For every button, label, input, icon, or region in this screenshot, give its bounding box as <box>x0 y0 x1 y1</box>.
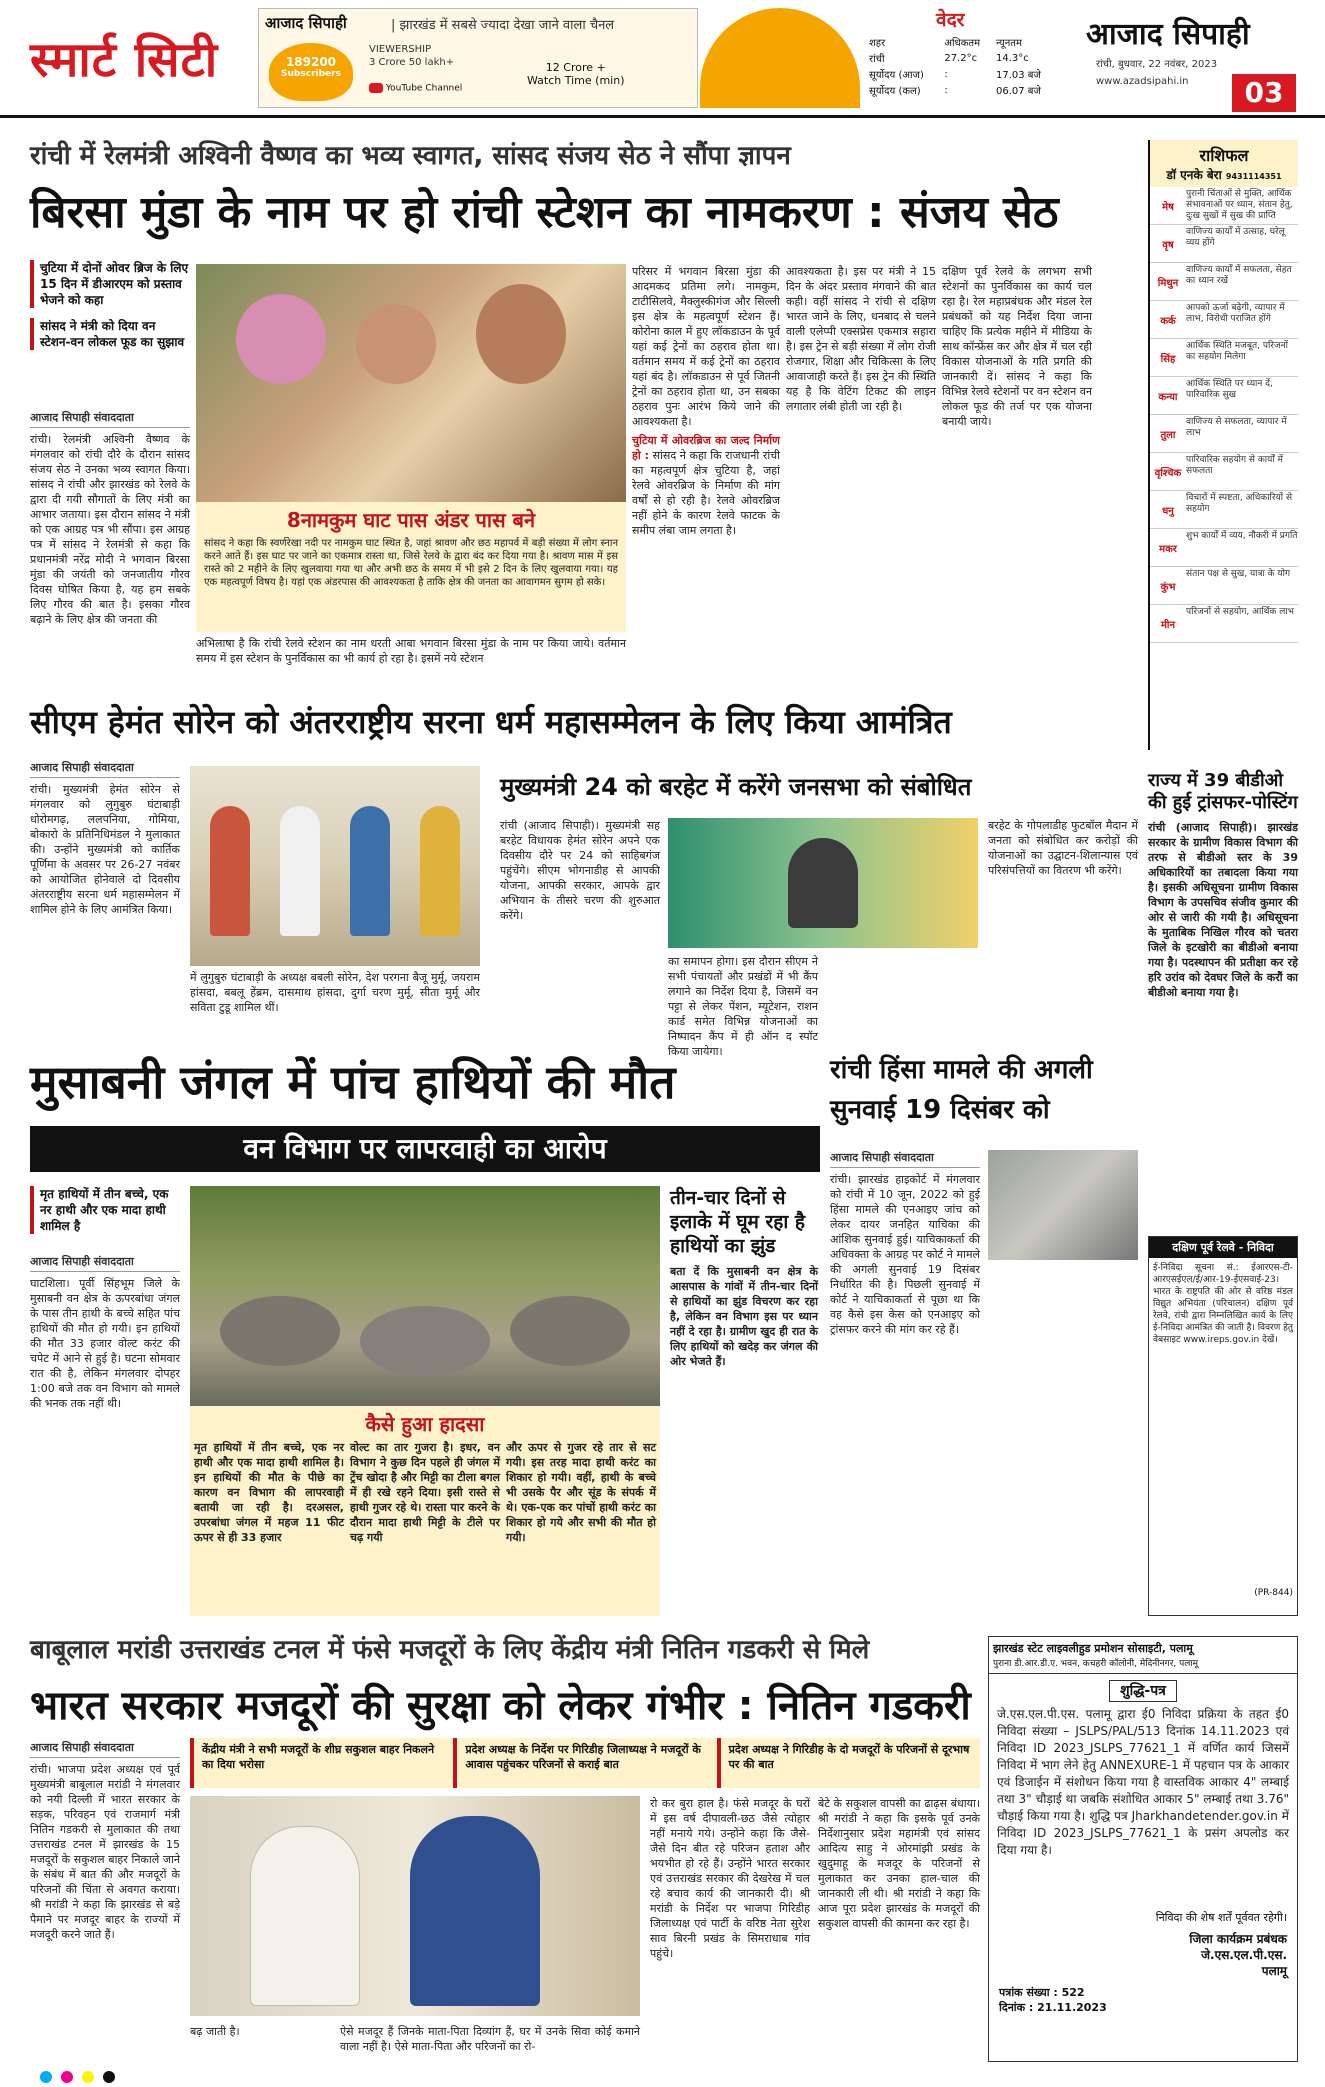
rashi-name: कन्या <box>1158 391 1178 403</box>
person-figure-icon <box>350 806 390 936</box>
promo-tagline: | झारखंड में सबसे ज्यादा देखा जाने वाला चैनल <box>391 18 615 33</box>
rashi-text: वाणिज्य कार्यों में उत्साह, घरेलू व्यय होंगे <box>1186 226 1285 248</box>
subscriber-label: Subscribers <box>281 69 341 79</box>
story2-kicker: सीएम हेमंत सोरेन को अंतरराष्ट्रीय सरना धर्म महासम्मेलन के लिए किया आमंत्रित <box>30 703 952 741</box>
person-figure-icon <box>356 304 436 384</box>
rashi-name: वृश्चिक <box>1154 467 1182 479</box>
magenta-dot-icon <box>61 2071 73 2083</box>
story1-column-4 <box>632 264 780 678</box>
story2-column-4: का समापन होगा। इस दौरान सीएम ने सभी पंचायतों और प्रखंडों में भी कैंप लगाने का निर्देश दिया है, जिसमें वन पट्टा से लेकर पेंशन, म्यूटेशन, राशन कार्ड समेत विभिन्न योजनाओं का निष्पादन कैंप में ही ऑन द स्पॉट किया जायेगा। <box>668 955 818 1058</box>
story2-column-3: रांची (आजाद सिपाही)। मुख्यमंत्री सह बरहेट विधायक हेमंत सोरेन अपने एक दिवसीय दौरे पर 24 को साहिबगंज पहुंचेंगे। सीएम भोगनाडीह से आपकी योजना, आपकी सरकार, आपके द्वार अभियान के तीसरे चरण की शुरुआत करेंगे। <box>500 819 660 922</box>
rashi-row <box>1150 605 1298 643</box>
rashifal-header <box>1150 140 1298 187</box>
weather-cell: : <box>944 68 948 80</box>
registration-marks <box>40 2068 119 2087</box>
signature-line: जे.एस.एल.पी.एस. <box>1201 1948 1287 1962</box>
point-item: प्रदेश अध्यक्ष के निर्देश पर गिरिडीह जिलाध्यक्ष ने मजदूरों के आवास पहुंचकर परिजनों से कराई बात <box>453 1738 716 1788</box>
side-body: बता दें कि मुसाबनी वन क्षेत्र के आसपास के गांवों में तीन-चार दिनों से हाथियों का झुंड विचरण कर रहा है, लेकिन वन विभाग इस पर ध्यान नहीं दे रहा है। ग्रामीण खुद ही रात के लिए हाथियों को खदेड़ कर जंगल की ओर भेजते हैं। <box>670 1265 818 1368</box>
watch-time-text: 12 Crore + Watch Time (min) <box>527 61 625 87</box>
weather-header: अधिकतम <box>944 38 981 49</box>
rashifal-box <box>1148 140 1298 750</box>
rashi-row <box>1150 453 1298 491</box>
notice-org: झारखंड स्टेट लाइवलीहुड प्रमोशन सोसाइटी, पलामू <box>993 1642 1193 1655</box>
rashi-name: कुंभ <box>1160 581 1176 593</box>
byline: आजाद सिपाही संवाददाता <box>30 410 190 428</box>
subscriber-badge <box>269 43 353 101</box>
bullet-point: चुटिया में दोनों ओवर ब्रिज के लिए 15 दिन में डीआरएम को प्रस्ताव भेजने को कहा <box>30 260 190 308</box>
story3-elephants-photo <box>190 1186 660 1406</box>
story2-cm-photo <box>668 818 978 948</box>
rashi-name: मीन <box>1160 619 1176 631</box>
story5-photo <box>190 1796 640 2016</box>
rashi-row <box>1150 491 1298 529</box>
masthead <box>0 0 1325 118</box>
subscriber-count: 189200 <box>285 55 337 69</box>
caption-text: सांसद ने कहा कि स्वर्णरेखा नदी पर नामकुम घाट स्थित है, जहां श्रावण और छठ महापर्व में बड़ी संख्या में लोग स्नान करने आते हैं। इस घाट पर जाने का एकमात्र रास्ता था, जिसे रेलवे के द्वारा बंद कर दिया गया है। श्रावण मास में इस रास्ते को 2 महीने के लिए खुलवाया गया था और अभी छठ के समय में भी इसे 2 दिन के लिए खुलवाया गया। यह एक महत्वपूर्ण विषय है। यहां एक अंडरपास की आवश्यकता है ताकि क्षेत्र की जनता का आवागमन सुगम हो सके। <box>204 538 618 588</box>
weather-cell: 27.2°c <box>944 52 978 64</box>
story3-headline: मुसाबनी जंगल में पांच हाथियों की मौत <box>30 1055 676 1109</box>
weather-box <box>866 6 1056 110</box>
body-text: रांची। भाजपा प्रदेश अध्यक्ष एवं पूर्व मुख्यमंत्री बाबूलाल मरांडी ने मंगलवार को नयी दिल्ली में भारत सरकार के सड़क, परिवहन एवं राजमार्ग मंत्री नितिन गडकरी से मुलाकात की तथा उत्तराखंड टनल में झारखंड के 15 मजदूरों के सकुशल बाहर निकाले जाने के संबंध में बात की और मजदूरों के परिजनों की चिंता से अवगत कराया। श्री मरांडी ने कहा कि झारखंड से बड़े पैमाने पर मजदूर बाहर के राज्यों में मजदूरी करने जाते हैं। <box>30 1763 180 1941</box>
story2-photo <box>190 766 480 966</box>
author-phone: 9431114351 <box>1225 172 1282 181</box>
tender-body: ई-निविदा सूचना सं.: ईआरएस-टी-आरएसईएल/ई/आर-19-ईएसवाई-23। भारत के राष्ट्रपति की ओर से वरिष्ठ मंडल विद्युत अभियंता (परिचालन) दक्षिण पूर्व रेलवे, रांची द्वारा निम्नलिखित कार्य के लिए ई-निविदा आमंत्रित की जाती है। विवरण हेतु वेबसाइट www.ireps.gov.in देखें। <box>1153 1263 1293 1345</box>
person-figure-icon <box>280 806 320 936</box>
notice-body: जे.एस.एल.पी.एस. पलामू द्वारा ई0 निविदा प्रक्रिया के तहत ई0 निविदा संख्या – JSLPS/PAL/513 दिनांक 14.11.2023 एवं निविदा ID 2023_JSLPS_77621_1 में वर्णित कार्य जिसमें निविदा में भाग लेने हेतु ANNEXURE-1 में पहचान पत्र के आकार एवं डिजाईन में संशोधन किया गया है वास्तविक आकार 4" लम्बाई तथा 3" चौड़ाई था जबकि संशोधित आकार 5" लम्बाई तथा 3.76" चौड़ाई किया गया है। शुद्धि पत्र Jharkhandetender.gov.in में निविदा ID 2023_JSLPS_77621_1 के प्रसंग अपलोड कर दिया गया है। <box>997 1707 1289 1857</box>
weather-cell: 17.03 बजे <box>995 70 1041 81</box>
rashi-name: मकर <box>1159 543 1177 555</box>
correction-notice <box>988 1636 1298 2062</box>
ref-number: पत्रांक संख्या : 522 <box>999 1986 1085 1999</box>
story5-column-5: बेटे के सकुशल वापसी का ढाढ़स बंधाया। श्री मरांडी ने कहा कि इसके पूर्व उनके निर्देशानुसार प्रदेश महामंत्री एवं सांसद आदित्य साहु ने ओरमांझी प्रखंड के खुदुमाहू के मजदूर के परिजनों से मुलाकात कर उनका हाल-चाल की जानकारी ली थी। श्री मरांडी ने कहा कि आज पूरा प्रदेश झारखंड के मजदूरों की सकुशल वापसी की कामना कर रहा है। <box>818 1797 980 1930</box>
rashi-row <box>1150 567 1298 605</box>
story3-banner: वन विभाग पर लापरवाही का आरोप <box>30 1126 820 1172</box>
rashi-text: पुरानी चिंताओं से मुक्ति, आर्थिक संभावनाओं पर ध्यान, संतान हेतु, दुःख सुखों में सुख की प्राप्ति <box>1186 188 1293 221</box>
story5-column-4: रो कर बुरा हाल है। फंसे मजदूर के घरों में इस वर्ष दीपावली-छठ जैसे त्योहार नहीं मनाये गये। उन्होंने कहा कि जैसे-जैसे दिन बीत रहे परिजन हताश और भयभीत हो रहे हैं। उन्होंने भारत सरकार एवं उत्तराखंड सरकार की देखरेख में चल रहे बचाव कार्य की जानकारी दी। श्री मरांडी के निर्देश पर भाजपा गिरिडीह जिलाध्यक्ष एवं पार्टी के वरिष्ठ नेता सुरेश साव बिरनी प्रखंड के सिमराधाब गांव पहुंचे। <box>650 1797 810 1960</box>
rashi-name: सिंह <box>1160 353 1176 365</box>
signature-line: पलामू <box>1261 1964 1287 1978</box>
story1-headline: बिरसा मुंडा के नाम पर हो रांची स्टेशन का नामकरण : संजय सेठ <box>30 187 1059 238</box>
byline: आजाद सिपाही संवाददाता <box>830 1150 980 1168</box>
story2-column-1 <box>30 760 180 1018</box>
edition-date: रांची, बुधवार, 22 नवंबर, 2023 <box>1096 59 1218 70</box>
notice-signature <box>989 1931 1297 1979</box>
weather-table <box>866 34 1056 98</box>
rashi-text: आपको ऊर्जा बढ़ेगी, व्यापार में लाभ, विरोधी पराजित होंगे <box>1186 302 1285 324</box>
youtube-text: YouTube Channel <box>385 83 463 94</box>
person-figure-icon <box>788 838 858 928</box>
body-text: घाटशिला। पूर्वी सिंहभूम जिले के मुसाबनी वन क्षेत्र के ऊपरबांधा जंगल के पास तीन हाथी के बच्चे सहित पांच हाथियों की मौत हो गयी। इन हाथियों की मौत 33 हजार वोल्ट करंट की चपेट में आने से हुई है। घटना सोमवार रात की है, लेकिन मंगलवार दोपहर 1:00 बजे तक वन विभाग को मामले की भनक तक नहीं थी। <box>30 1277 180 1410</box>
newspaper-name: आजाद सिपाही <box>1086 17 1250 52</box>
rashi-row <box>1150 187 1298 225</box>
story4-column-1 <box>830 1150 980 1616</box>
story5-points <box>190 1738 980 1788</box>
weather-cell: रांची <box>869 54 885 65</box>
promo-title: आजाद सिपाही <box>265 14 347 32</box>
rashi-text: आर्थिक स्थिति मजबूत, परिजनों का सहयोग मिलेगा <box>1186 340 1288 362</box>
rashi-text: आर्थिक स्थिति पर ध्यान दें, पारिवारिक सुख <box>1186 378 1273 400</box>
rashi-text: वाणिज्य से सफलता, व्यापार में लाभ <box>1186 416 1287 438</box>
person-figure-icon <box>250 1826 360 2006</box>
story1-photo-caption <box>196 502 626 632</box>
point-item: केंद्रीय मंत्री ने सभी मजदूरों के शीघ्र सकुशल बाहर निकलने का दिया भरोसा <box>190 1738 453 1788</box>
notice-title-wrap <box>989 1680 1297 1700</box>
rashi-name: तुला <box>1160 429 1176 441</box>
transfer-headline: राज्य में 39 बीडीओ की हुई ट्रांसफर-पोस्टिंग <box>1148 770 1298 813</box>
body-text: रांची। मुख्यमंत्री हेमंत सोरेन से मंगलवार को लुगुबुरु घंटाबाड़ी धोरोमगढ़, ललपनिया, गोमिया, बोकारो के प्रतिनिधिमंडल ने मुलाकात की। उन्होंने मुख्यमंत्री को कार्तिक पूर्णिमा के अवसर पर 26-27 नवंबर को आयोजित होनेवाले दो दिवसीय अंतरराष्ट्रीय सरना धर्म महासम्मेलन में शामिल होने के लिए आमंत्रित किया। <box>30 783 180 916</box>
rashifal-author <box>1154 166 1294 183</box>
author-name: डॉ एनके बेरा <box>1166 168 1222 182</box>
story1-body-bottom: अभिलाषा है कि रांची रेलवे स्टेशन का नाम धरती आबा भगवान बिरसा मुंडा के नाम पर किया जाये। वर्तमान समय में इस स्टेशन के पुनर्विकास का भी कार्य हो रहा है। इसमें नये स्टेशन <box>196 637 626 665</box>
story2-photo-caption: में लुगुबुरु घंटाबाड़ी के अध्यक्ष बबली सोरेन, देश परगना बैजू मुर्मू, जयराम हांसदा, बबलू हेंब्रम, दासमाथ हांसदा, दुर्गा चरण मुर्मू, सीता मुर्मू और सविता टुडू शामिल थीं। <box>190 971 480 1014</box>
rashi-row <box>1150 339 1298 377</box>
how-it-happened-box <box>190 1406 660 1616</box>
elephant-figure-icon <box>510 1296 630 1366</box>
story1-column-5: आवश्यकता है। इस पर मंत्री ने 15 दिन के अंदर प्रस्ताव मंगवाने की बात कही। वहीं सांसद ने रांची से दक्षिण भारत जाने के लिए, धनबाद से चलने वाली एलेप्पी एक्सप्रेस एकमात्र सहारा है। इस ट्रेन से बड़ी संख्या में लोग रोजी रोजगार, शिक्षा और चिकित्सा के लिए आवाजाही करते हैं। इस ट्रेन की स्थिति यह है कि वेटिंग टिकट की लाइन लगातार लंबी होती जा रही है। <box>786 265 936 413</box>
rashi-text: पारिवारिक सहयोग से कार्यों में सफलता <box>1186 454 1283 476</box>
rashi-text: परिजनों से सहयोग, आर्थिक लाभ <box>1186 606 1294 617</box>
story1-photo <box>196 264 626 502</box>
story5-caption-2: ऐसे मजदूर हैं जिनके माता-पिता दिव्यांग हैं, घर में उनके सिवा कोई कमाने वाला नहीं है। ऐसे माता-पिता और परिजनों का रो- <box>340 2025 640 2053</box>
rashi-row <box>1150 529 1298 567</box>
transfer-body: रांची (आजाद सिपाही)। झारखंड सरकार के ग्रामीण विकास विभाग की तरफ से बीडीओ स्तर के 39 अधिकारियों का तबादला किया गया है। इसकी अधिसूचना ग्रामीण विकास विभाग के उपसचिव संजीव कुमार की ओर से जारी की गयी है। अधिसूचना के मुताबिक निखिल गौरव को चतरा जिले के इटखोरी का बीडीओ बनाया गया है। पदस्थापन की प्रतीक्षा कर रहे हरि उरांव को देवघर जिले के करौं का बीडीओ बनाया गया है। <box>1148 821 1298 999</box>
point-item: प्रदेश अध्यक्ष ने गिरिडीह के दो मजदूरों के परिजनों से दूरभाष पर की बात <box>717 1738 980 1788</box>
rashifal-title: राशिफल <box>1199 146 1249 165</box>
story2-column-5: बरहेट के गोपलाडीह फुटबॉल मैदान में जनता को संबोधित कर करोड़ों की योजनाओं का उद्घाटन-शिलान्यास एवं परिसंपत्तियों का वितरण भी करेंगे। <box>988 819 1138 877</box>
rashi-row <box>1150 263 1298 301</box>
body-text: रांची। झारखंड हाइकोर्ट में मंगलवार को रांची में 10 जून, 2022 को हुई हिंसा मामले की एनआइए जांच को लेकर दायर जनहित याचिका की आंशिक सुनवाई हुई। याचिकाकर्ता की अधिवक्ता के आग्रह पर कोर्ट ने मामले की अगली सुनवाई 19 दिसंबर निर्धारित की है। पिछली सुनवाई में कोर्ट ने याचिकाकर्ता से पूछा था कि वह कैसे इस केस को एनआइए को ट्रांसफर करने की मांग कर रहे हैं। <box>830 1173 980 1336</box>
weather-cell: सूर्योदय (कल) <box>869 86 921 97</box>
bullet-point: सांसद ने मंत्री को दिया वन स्टेशन-वन लोकल फूड का सुझाव <box>30 318 190 350</box>
youtube-label <box>369 83 462 94</box>
how-column-3: और ऊपर से गुजर रहे तार से सट गयी। इस तरह मादा हाथी करंट का शिकार हो गयी। वहीं, हाथी के बच्चे भी उसके पैर और सूंड के संपर्क में थे। एक-एक कर पांचों हाथी करंट का शिकार हो गये और सभी की मौत हो गयी। <box>506 1441 656 1544</box>
how-column-2: वोल्ट का तार गुजरा है। इधर, वन विभाग ने कुछ दिन पहले ही जंगल में ट्रेंच खोदा है और मिट्टी का टीला बगल में ही रखे रहने दिया। इसी रास्ते से हाथी गुजर रहे थे। रास्ता पार करने के दौरान मादा हाथी मिट्टी के टीले पर चढ़ गयी <box>350 1441 500 1544</box>
sun-logo-icon <box>700 8 860 108</box>
weather-header: न्यूनतम <box>995 38 1022 49</box>
website-link[interactable]: www.azadsipahi.in <box>1096 76 1189 87</box>
story3-bullet: मृत हाथियों में तीन बच्चे, एक नर हाथी और एक मादा हाथी शामिल है <box>30 1186 180 1234</box>
rashi-name: वृष <box>1162 239 1174 251</box>
notice-closing: निविदा की शेष शर्तें पूर्ववत रहेगी। <box>1155 1911 1287 1924</box>
story5-kicker: बाबूलाल मरांडी उत्तराखंड टनल में फंसे मजदूरों के लिए केंद्रीय मंत्री नितिन गडकरी से मिले <box>30 1635 870 1665</box>
story4-photo <box>988 1150 1138 1260</box>
story1-column-1 <box>30 410 190 678</box>
notice-org-sub: पुराना डी.आर.डी.ए. भवन, कचहरी कॉलोनी, मेदिनीनगर, पलामू <box>993 1659 1199 1669</box>
person-figure-icon <box>410 1816 540 2006</box>
story1-kicker: रांची में रेलमंत्री अश्विनी वैष्णव का भव्य स्वागत, सांसद संजय सेठ ने सौंपा ज्ञापन <box>30 141 791 171</box>
rashi-name: मिथुन <box>1157 277 1179 289</box>
page-number: 03 <box>1232 74 1296 112</box>
signature-line: जिला कार्यक्रम प्रबंधक <box>1189 1932 1287 1946</box>
person-figure-icon <box>476 284 566 384</box>
weather-title: वेदर <box>936 9 965 31</box>
story1-column-6: दक्षिण पूर्व रेलवे के लगभग सभी स्टेशनों का पुनर्विकास का कार्य चल रहा है। रेल महाप्रबंधक और मंडल रेल प्रबंधकों को यह निर्देश दिया जाना चाहिए कि प्रत्येक महीने में मीडिया के साथ कॉन्फ्रेंस कर और क्षेत्र में चल रही विकास योजनाओं के गति प्रगति की जानकारी दें। सांसद ने कहा कि विभिन्न रेलवे स्टेशनों पर वन स्टेशन वन लोकल फूड की तर्ज पर एक योजना बनायी जाये। <box>942 265 1092 428</box>
section-brand: स्मार्ट सिटी <box>30 32 219 88</box>
story2-subheadline: मुख्यमंत्री 24 को बरहेट में करेंगे जनसभा को संबोधित <box>500 773 972 801</box>
weather-header: शहर <box>869 38 886 49</box>
how-title: कैसे हुआ हादसा <box>365 1412 485 1436</box>
how-column-1: मृत हाथियों में तीन बच्चे, एक नर हाथी और एक मादा हाथी शामिल है। इन हाथियों की मौत के पीछे का कारण वन विभाग की लापरवाही बतायी जा रही है। दरअसल, उपरबांधा जंगल में महज 11 फीट ऊपर से ही 33 हजार <box>194 1441 344 1544</box>
rashi-text: विचारों में स्पष्टता, अधिकारियों से सहयोग <box>1186 492 1293 514</box>
story5-headline: भारत सरकार मजदूरों की सुरक्षा को लेकर गंभीर : नितिन गडकरी <box>30 1683 971 1729</box>
body-text: रांची। रेलमंत्री अश्विनी वैष्णव के मंगलवार को रांची दौरे के दौरान सांसद संजय सेठ ने उनका भव्य स्वागत किया। सांसद ने रांची और झारखंड को रेलवे के द्वारा दी गयी सौगातों के लिए मंत्री का आभार जताया। इस दौरान सांसद ने मंत्री को एक आग्रह पत्र भी सौंपा। इस आग्रह पत्र में सांसद ने रेलमंत्री से कहा कि प्रधानमंत्री नरेंद्र मोदी ने भगवान बिरसा मुंडा की जयंती को जनजातीय गौरव दिवस घोषित किया है, यह हम सबके लिए गौरव की बात है। इसका गौरव बढ़ाने के लिए क्षेत्र की जनता की <box>30 433 190 626</box>
subhead: चुटिया में ओवरब्रिज का जल्द निर्माण हो : <box>632 434 780 462</box>
weather-cell: : <box>944 84 948 96</box>
story3-column-1 <box>30 1254 180 1614</box>
rashi-text: वाणिज्य कार्यों में सफलता, सेहत का ध्यान रखें <box>1186 264 1292 286</box>
elephant-figure-icon <box>360 1306 490 1376</box>
notice-header <box>989 1637 1297 1674</box>
viewership-text: VIEWERSHIP 3 Crore 50 lakh+ <box>369 44 455 68</box>
byline: आजाद सिपाही संवाददाता <box>30 1740 180 1758</box>
story3-side <box>670 1186 818 1616</box>
story4-headline: रांची हिंसा मामले की अगली सुनवाई 19 दिसंबर को <box>830 1055 1093 1125</box>
rashi-row <box>1150 301 1298 339</box>
notice-title: शुद्धि-पत्र <box>1109 1680 1177 1702</box>
black-dot-icon <box>103 2071 115 2083</box>
channel-promo[interactable] <box>258 8 698 108</box>
story1-bullets <box>30 260 190 350</box>
story5-photo-caption: बढ़ जाती है। <box>190 2025 240 2038</box>
weather-cell: 14.3°c <box>995 52 1029 64</box>
transfer-story <box>1148 770 1298 1180</box>
person-figure-icon <box>210 806 250 936</box>
cyan-dot-icon <box>40 2071 52 2083</box>
elephant-figure-icon <box>220 1296 340 1366</box>
caption-title: 8नामकुम घाट पास अंडर पास बने <box>286 508 536 532</box>
notice-ref <box>989 1985 1297 2015</box>
rashi-name: धनु <box>1162 505 1174 517</box>
story5-column-1 <box>30 1740 180 2060</box>
person-figure-icon <box>236 294 326 384</box>
weather-cell: 06.07 बजे <box>995 86 1041 97</box>
rashi-row <box>1150 225 1298 263</box>
youtube-icon <box>369 83 383 93</box>
byline: आजाद सिपाही संवाददाता <box>30 1254 180 1272</box>
rashi-row <box>1150 377 1298 415</box>
rashi-row <box>1150 415 1298 453</box>
tender-code: (PR-844) <box>1254 1588 1293 1598</box>
byline: आजाद सिपाही संवाददाता <box>30 760 180 778</box>
side-headline: तीन-चार दिनों से इलाके में घूम रहा है हाथियों का झुंड <box>670 1187 806 1257</box>
rashi-text: शुभ कार्यों में व्यय, नौकरी में प्रगति <box>1186 530 1298 541</box>
rashi-name: कर्क <box>1160 315 1176 327</box>
railway-tender-box <box>1148 1236 1298 1616</box>
body-text: सांसद ने कहा कि राजधानी रांची का महत्वपूर्ण क्षेत्र चुटिया है, जहां रेलवे ओवरब्रिज के निर्माण की मांग वर्षों से हो रही है। रेलवे ओवरब्रिज नहीं होने के कारण रेलवे फाटक के समीप लंबा जाम लगता है। <box>632 449 780 537</box>
tender-title: दक्षिण पूर्व रेलवे - निविदा <box>1149 1237 1297 1258</box>
weather-cell: सूर्योदय (आज) <box>869 70 924 81</box>
person-figure-icon <box>420 806 460 936</box>
ref-date: दिनांक : 21.11.2023 <box>999 2001 1107 2014</box>
rashi-name: मेष <box>1162 201 1174 213</box>
body-text: परिसर में भगवान बिरसा मुंडा की आदमकद प्रतिमा लगे। नामकुम, टाटीसिलवे, मैक्लुस्कीगंज और सिल्ली इस क्षेत्र के महत्वपूर्ण स्टेशन हैं। कोरोना काल में हुए लॉकडाउन के पूर्व यहां कई ट्रेनों का ठहराव होता था। वर्तमान समय में कई ट्रेनों का ठहराव यहां बंद है। लॉकडाउन से पूर्व जितनी ट्रेनों का ठहराव होता था, उन सबका ठहराव पुनः आरंभ किये जाने की आवश्यकता है। <box>632 265 780 428</box>
yellow-dot-icon <box>82 2071 94 2083</box>
rashi-text: संतान पक्ष से सुख, यात्रा के योग <box>1186 568 1291 579</box>
